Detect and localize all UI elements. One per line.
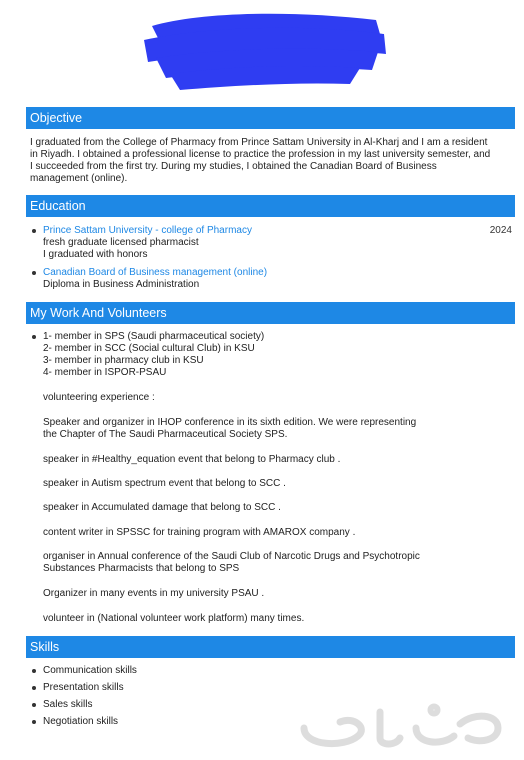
objective-heading: Objective bbox=[26, 107, 515, 129]
skill-item bbox=[30, 665, 514, 677]
objective-line: management (online). bbox=[30, 173, 128, 184]
membership-list bbox=[30, 331, 514, 379]
membership-item bbox=[30, 331, 514, 379]
bullet-icon bbox=[32, 720, 36, 724]
volunteer-entry: volunteer in (National volunteer work platform) many times. bbox=[43, 613, 305, 624]
membership-line: 2- member in SCC (Social cultural Club) in KSU bbox=[43, 343, 255, 354]
bullet-icon bbox=[32, 703, 36, 707]
volunteer-entry: speaker in #Healthy_equation event that belong to Pharmacy club . bbox=[43, 454, 341, 465]
education-detail: I graduated with honors bbox=[43, 249, 148, 260]
membership-line: 4- member in ISPOR-PSAU bbox=[43, 367, 167, 378]
volunteer-entry: content writer in SPSSC for training program with AMAROX company . bbox=[43, 527, 356, 538]
bullet-icon bbox=[32, 229, 36, 233]
skills-heading: Skills bbox=[26, 636, 515, 658]
volunteer-line: the Chapter of The Saudi Pharmaceutical Society SPS. bbox=[43, 429, 288, 440]
bullet-icon bbox=[32, 271, 36, 275]
volunteer-line: organiser in Annual conference of the Saudi Club of Narcotic Drugs and Psychotropic bbox=[43, 551, 420, 562]
education-title[interactable]: Prince Sattam University - college of Pharmacy bbox=[43, 225, 252, 236]
work-heading: My Work And Volunteers bbox=[26, 302, 515, 324]
education-year: 2024 bbox=[489, 225, 512, 236]
education-item bbox=[30, 225, 514, 261]
membership-line: 1- member in SPS (Saudi pharmaceutical society) bbox=[43, 331, 265, 342]
volunteer-entry: speaker in Accumulated damage that belong to SCC . bbox=[43, 502, 281, 513]
education-heading: Education bbox=[26, 195, 515, 217]
skill-label: Presentation skills bbox=[43, 682, 124, 693]
objective-line: I succeeded from the first try. During my studies, I obtained the Canadian Board of Business bbox=[30, 161, 437, 172]
volunteer-entry bbox=[43, 417, 416, 441]
education-item bbox=[30, 267, 514, 291]
objective-line: I graduated from the College of Pharmacy from Prince Sattam University in Al-Kharj and I am a resident bbox=[30, 137, 488, 148]
volunteer-line: Substances Pharmacists that belong to SPS bbox=[43, 563, 240, 574]
skill-item bbox=[30, 682, 514, 694]
education-title[interactable]: Canadian Board of Business management (online) bbox=[43, 267, 268, 278]
volunteer-entry: Organizer in many events in my university PSAU . bbox=[43, 588, 265, 599]
bullet-icon bbox=[32, 686, 36, 690]
education-detail: fresh graduate licensed pharmacist bbox=[43, 237, 199, 248]
education-list bbox=[30, 225, 514, 291]
volunteer-entry bbox=[43, 551, 420, 575]
redaction-scribble bbox=[140, 8, 388, 92]
objective-line: in Riyadh. I obtained a professional license to practice the profession in my last university semester, and bbox=[30, 149, 491, 160]
skill-label: Sales skills bbox=[43, 699, 93, 710]
volunteer-entry: speaker in Autism spectrum event that belong to SCC . bbox=[43, 478, 286, 489]
education-detail: Diploma in Business Administration bbox=[43, 279, 200, 290]
volunteer-line: Speaker and organizer in IHOP conference in its sixth edition. We were representing bbox=[43, 417, 417, 428]
skill-label: Negotiation skills bbox=[43, 716, 119, 727]
skill-label: Communication skills bbox=[43, 665, 137, 676]
membership-line: 3- member in pharmacy club in KSU bbox=[43, 355, 204, 366]
bullet-icon bbox=[32, 669, 36, 673]
volunteering-label: volunteering experience : bbox=[43, 392, 155, 403]
haraj-watermark-logo bbox=[284, 698, 514, 758]
objective-text bbox=[30, 137, 514, 185]
bullet-icon bbox=[32, 335, 36, 339]
